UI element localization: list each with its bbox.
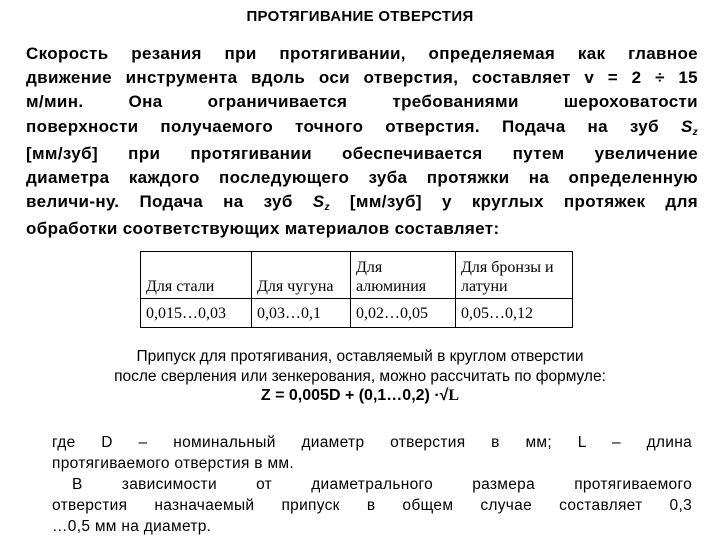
- intro-line: движение инструмента вдоль оси отверстия, составляет v = 2 ÷ 15: [26, 68, 698, 88]
- formula-text: Z = 0,005D + (0,1…0,2) ·√: [260, 387, 449, 404]
- feed-subscript: z: [324, 202, 330, 214]
- allowance-paragraph: [30, 347, 690, 387]
- definition-line: протягиваемого отверстия в мм.: [52, 455, 294, 472]
- value-bronze-brass: 0,05…0,12: [456, 299, 573, 328]
- header-aluminum: Для алюминия: [351, 252, 456, 299]
- intro-line: [мм/зуб] при протягивании обеспечивается путем увеличение: [26, 143, 698, 163]
- feed-subscript: z: [692, 126, 698, 138]
- intro-line: обработки соответствующих материалов составляет:: [26, 219, 500, 239]
- value-aluminum: 0,02…0,05: [351, 299, 456, 328]
- header-steel: Для стали: [141, 252, 252, 299]
- feed-symbol: S: [680, 116, 693, 136]
- intro-line: [26, 115, 698, 142]
- intro-paragraph: [26, 42, 698, 242]
- allowance-line: Припуск для протягивания, оставляемый в круглом отверстии: [136, 348, 584, 365]
- definition-line: В зависимости от диаметрального размера протягиваемого: [72, 476, 692, 493]
- header-bronze-brass: Для бронзы и латуни: [456, 252, 573, 299]
- intro-line-text: поверхности получаемого точного отверстия. Подача на зуб: [26, 116, 659, 136]
- intro-line: [26, 190, 698, 217]
- definition-line: отверстия назначаемый припуск в общем случае составляет 0,3: [52, 497, 692, 514]
- page-title: ПРОТЯГИВАНИЕ ОТВЕРСТИЯ: [246, 8, 474, 25]
- allowance-formula: [0, 387, 720, 405]
- intro-line-text: [мм/зуб] у круглых протяжек для: [349, 192, 698, 212]
- definition-line: где D – номинальный диаметр отверстия в мм; L – длина: [52, 434, 692, 451]
- intro-line: диаметра каждого последующего зуба протяжки на определенную: [26, 168, 698, 188]
- formula-length-symbol: L: [448, 387, 460, 404]
- header-cast-iron: Для чугуна: [252, 252, 351, 299]
- value-steel: 0,015…0,03: [141, 299, 252, 328]
- feed-symbol: S: [312, 192, 325, 212]
- table-header-row: [141, 252, 573, 299]
- table-row: [141, 299, 573, 328]
- definitions-paragraph: [52, 432, 692, 537]
- intro-line: Скорость резания при протягивании, определяемая как главное: [26, 44, 698, 63]
- definition-line: …0,5 мм на диаметр.: [52, 518, 212, 535]
- value-cast-iron: 0,03…0,1: [252, 299, 351, 328]
- intro-line: м/мин. Она ограничивается требованиями шероховатости: [26, 92, 698, 112]
- allowance-line: после сверления или зенкерования, можно рассчитать по формуле:: [114, 368, 606, 385]
- intro-line-text: величи-ну. Подача на зуб: [26, 192, 293, 212]
- feed-table: [140, 251, 573, 328]
